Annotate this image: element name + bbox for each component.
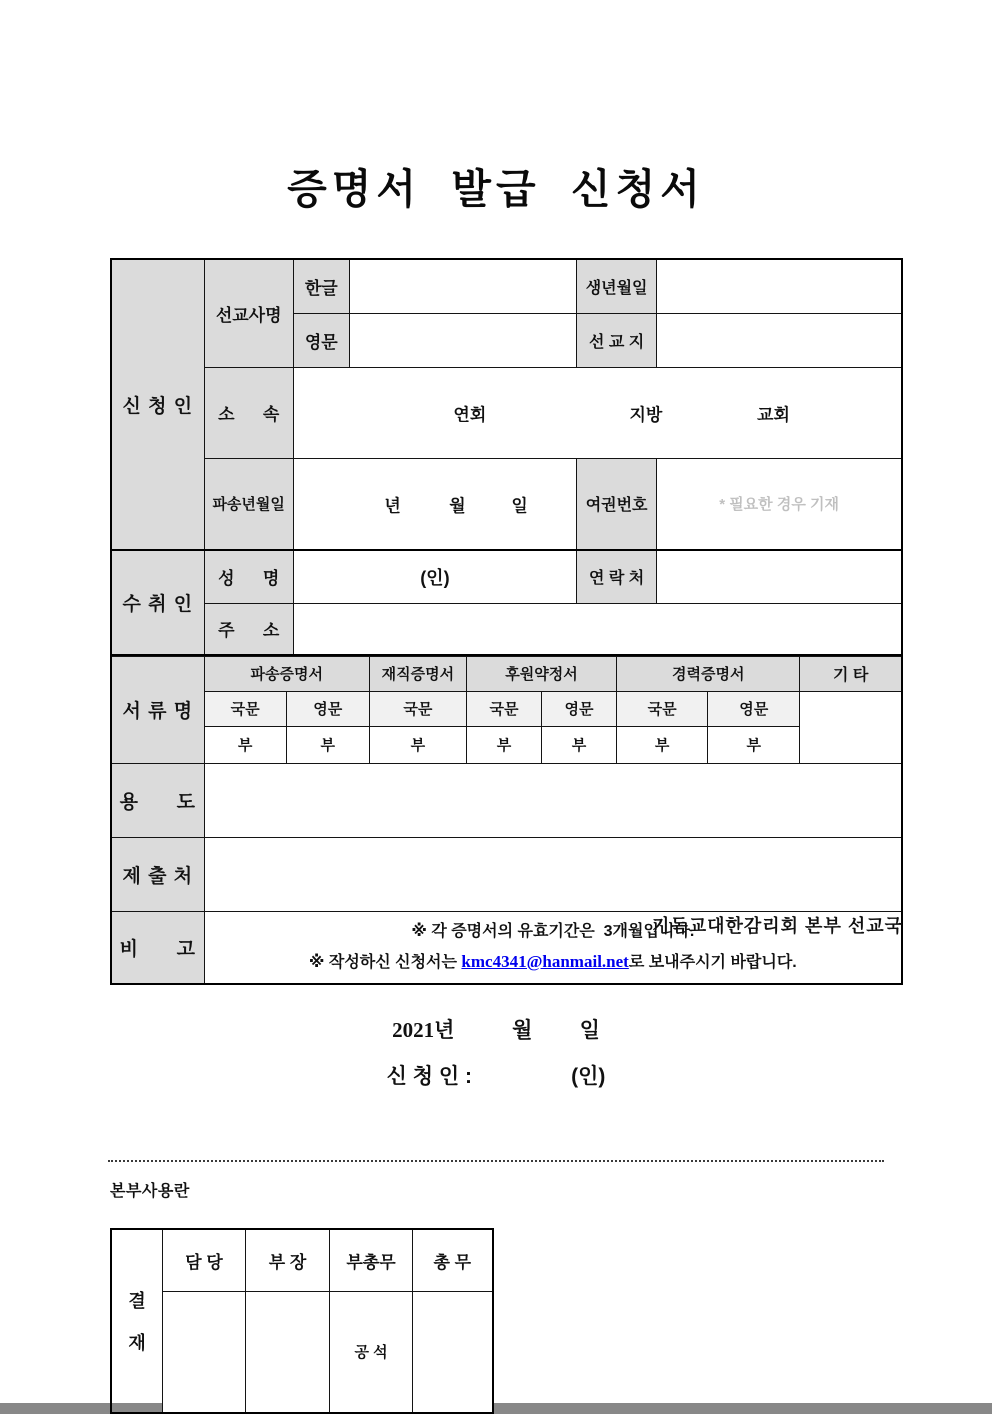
career-english-copies-field[interactable]: 부: [708, 726, 800, 763]
contact-label: 연 락 처: [577, 550, 657, 604]
career-korean-copies-field[interactable]: 부: [617, 726, 708, 763]
approval-cell-vice-secretary[interactable]: 공 석: [330, 1291, 413, 1413]
approval-table-wrap: [110, 1228, 494, 1414]
purpose-field[interactable]: [204, 763, 902, 837]
note-validity-line: ※ 각 증명서의 유효기간은 3개월입니다.: [411, 922, 695, 940]
applicant-section-label: 신 청 인: [111, 259, 204, 550]
dispatch-korean-copies-field[interactable]: 부: [204, 726, 286, 763]
submission-field[interactable]: [204, 837, 902, 911]
notes-label: 비 고: [111, 911, 204, 984]
dispatch-english-label: 영문: [286, 691, 369, 726]
sponsorship-korean-copies-field[interactable]: 부: [466, 726, 541, 763]
approval-table: [110, 1228, 494, 1414]
recipient-name-label: 성 명: [204, 550, 293, 604]
mission-field-label: 선 교 지: [577, 313, 657, 367]
address-field[interactable]: [293, 604, 902, 655]
office-use-title: 본부사용란: [110, 1183, 190, 1200]
passport-field[interactable]: * 필요한 경우 기재: [657, 458, 902, 550]
etc-field[interactable]: [800, 691, 902, 763]
applicant-recipient-table: [110, 258, 903, 656]
col-header-vice-secretary: 부총무: [330, 1229, 413, 1291]
birthdate-field[interactable]: [657, 259, 902, 313]
page-title: 증명서 발급 신청서: [287, 166, 705, 212]
career-english-label: 영문: [708, 691, 800, 726]
sponsorship-korean-label: 국문: [466, 691, 541, 726]
affiliation-field[interactable]: [293, 367, 902, 458]
passport-label: 여권번호: [577, 458, 657, 550]
conference-unit-label: 연회: [453, 405, 487, 424]
note-email-before: ※ 작성하신 신청서는: [308, 953, 462, 971]
col-header-staff: 담 당: [163, 1229, 246, 1291]
contact-field[interactable]: [657, 550, 902, 604]
applicant-sign-line: 신 청 인 : (인): [386, 1065, 606, 1088]
affiliation-label: 소 속: [204, 367, 293, 458]
org-name: 기독교대한감리회 본부 선교국: [651, 916, 903, 936]
note-email-after: 로 보내주시기 바랍니다.: [628, 953, 797, 971]
employment-korean-label: 국문: [369, 691, 466, 726]
career-korean-label: 국문: [617, 691, 708, 726]
main-form: [110, 258, 903, 985]
career-certificate-header: 경력증명서: [617, 656, 800, 691]
employment-korean-copies-field[interactable]: 부: [369, 726, 466, 763]
recipient-section-label: 수 취 인: [111, 550, 204, 655]
birthdate-label: 생년월일: [577, 259, 657, 313]
day-unit-label: 일: [511, 496, 528, 515]
seal-mark: (인): [420, 567, 450, 588]
church-unit-label: 교회: [757, 405, 790, 424]
dispatch-date-label: 파송년월일: [204, 458, 293, 550]
approval-cell-director[interactable]: [246, 1291, 330, 1413]
year-unit-label: 년: [384, 496, 401, 515]
dispatch-english-copies-field[interactable]: 부: [286, 726, 369, 763]
address-label: 주 소: [204, 604, 293, 655]
sponsorship-english-copies-field[interactable]: 부: [542, 726, 617, 763]
approval-cell-staff[interactable]: [163, 1291, 246, 1413]
employment-certificate-header: 재직증명서: [369, 656, 466, 691]
dotted-separator: [108, 1160, 884, 1162]
approval-char-2: 재: [128, 1332, 146, 1353]
sponsorship-english-label: 영문: [542, 691, 617, 726]
mission-field-field[interactable]: [657, 313, 902, 367]
etc-header: 기 타: [800, 656, 902, 691]
purpose-label: 용 도: [111, 763, 204, 837]
submission-label: 제 출 처: [111, 837, 204, 911]
hangul-label: 한글: [293, 259, 349, 313]
month-unit-label: 월: [449, 496, 466, 515]
email-link[interactable]: kmc4341@hanmail.net: [461, 951, 629, 971]
dispatch-certificate-header: 파송증명서: [204, 656, 369, 691]
missionary-name-label: 선교사명: [204, 259, 293, 367]
col-header-director: 부 장: [246, 1229, 330, 1291]
sponsorship-agreement-header: 후원약정서: [466, 656, 616, 691]
recipient-name-field[interactable]: [293, 550, 576, 604]
hangul-name-field[interactable]: [349, 259, 576, 313]
approval-cell-secretary[interactable]: [413, 1291, 493, 1413]
date-line: 2021년 월 일: [392, 1018, 600, 1042]
english-name-field[interactable]: [349, 313, 576, 367]
dispatch-korean-label: 국문: [204, 691, 286, 726]
district-unit-label: 지방: [629, 405, 663, 424]
documents-section-label: 서 류 명: [111, 656, 204, 763]
col-header-secretary: 총 무: [413, 1229, 493, 1291]
approval-char-1: 결: [128, 1291, 146, 1312]
english-label: 영문: [293, 313, 349, 367]
dispatch-date-field[interactable]: [293, 458, 576, 550]
approval-section-label: [111, 1229, 163, 1413]
